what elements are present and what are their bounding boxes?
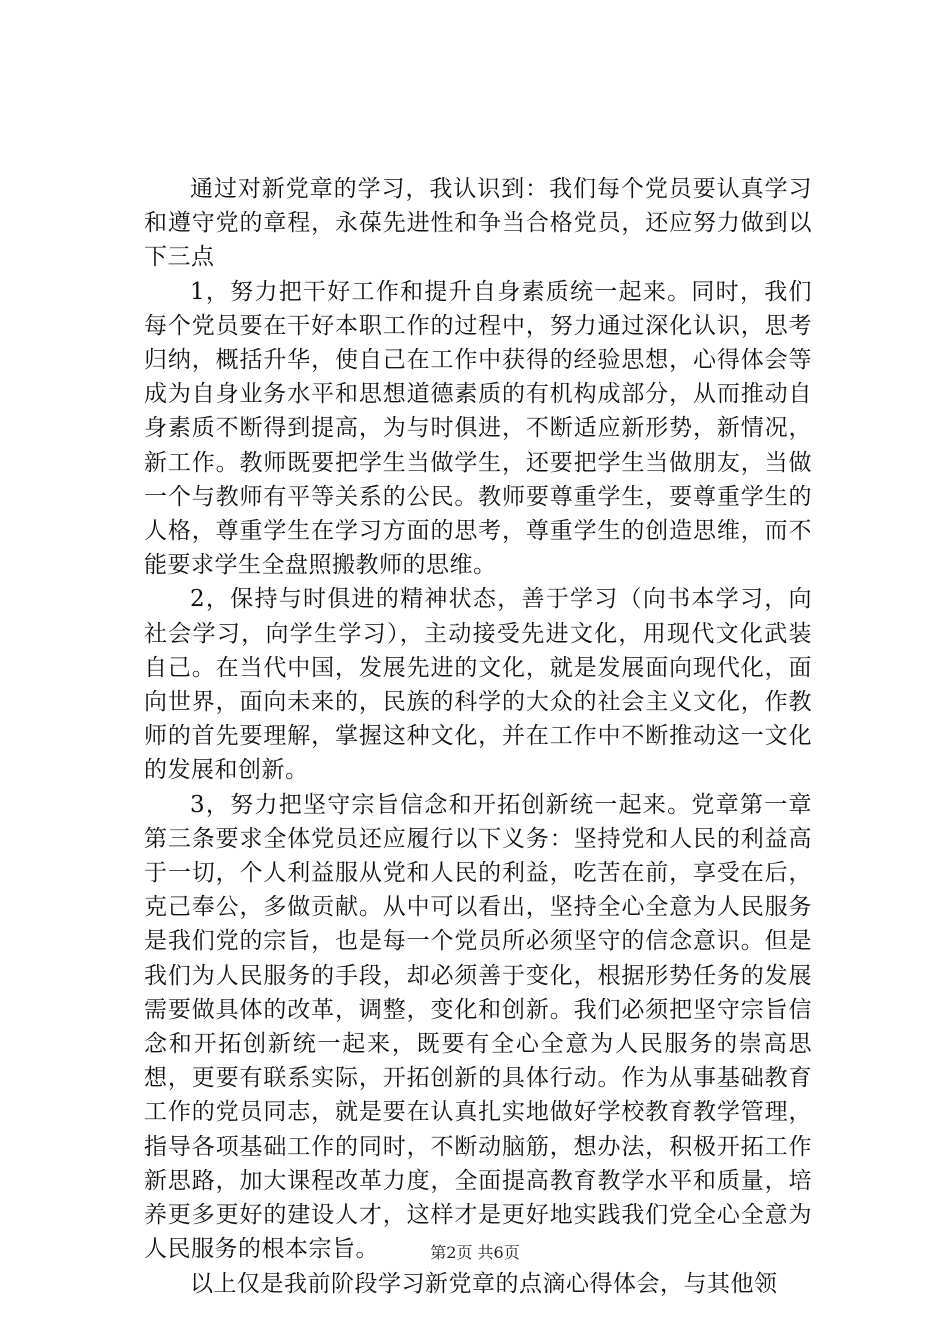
paragraph-point-2: 2，保持与时俱进的精神状态，善于学习（向书本学习，向社会学习，向学生学习），主动接受先进文化，用现代文化武装自己。在当代中国，发展先进的文化，就是发展面向现代化，面向世界，面向未来的，民族的科学的大众的社会主义文化，作教师的首先要理解，掌握这种文化，并在工作中不断推动这一文化的发展和创新。: [144, 586, 812, 784]
paragraph-point-1: 1，努力把干好工作和提升自身素质统一起来。同时，我们每个党员要在干好本职工作的过程中，努力通过深化认识，思考归纳，概括升华，使自己在工作中获得的经验思想，心得体会等成为自身业务水平和思想道德素质的有机构成部分，从而推动自身素质不断得到提高，为与时俱进，不断适应新形势，新情况，新工作。教师既要把学生当做学生，还要把学生当做朋友，当做一个与教师有平等关系的公民。教师要尊重学生，要尊重学生的人格，尊重学生在学习方面的思考，尊重学生的创造思维，而不能要求学生全盘照搬教师的思维。: [144, 278, 812, 579]
paragraph-intro: 通过对新党章的学习，我认识到：我们每个党员要认真学习和遵守党的章程，永葆先进性和争当合格党员，还应努力做到以下三点: [144, 176, 812, 271]
paragraph-point-3: 3，努力把坚守宗旨信念和开拓创新统一起来。党章第一章第三条要求全体党员还应履行以下义务：坚持党和人民的利益高于一切，个人利益服从党和人民的利益，吃苦在前，享受在后，克己奉公，多做贡献。从中可以看出，坚持全心全意为人民服务是我们党的宗旨，也是每一个党员所必须坚守的信念意识。但是我们为人民服务的手段，却必须善于变化，根据形势任务的发展需要做具体的改革，调整，变化和创新。我们必须把坚守宗旨信念和开拓创新统一起来，既要有全心全意为人民服务的崇高思想，更要有联系实际，开拓创新的具体行动。作为从事基础教育工作的党员同志，就是要在认真扎实地做好学校教育教学管理，指导各项基础工作的同时，不断动脑筋，想办法，积极开拓工作新思路，加大课程改革力度，全面提高教育教学水平和质量，培养更多更好的建设人才，这样才是更好地实践我们党全心全意为人民服务的根本宗旨。: [144, 791, 812, 1263]
document-body: [144, 172, 812, 1301]
paragraph-closing: 以上仅是我前阶段学习新党章的点滴心得体会，与其他领: [190, 1270, 778, 1297]
page-number-footer: 第2页 共6页: [430, 1243, 520, 1262]
